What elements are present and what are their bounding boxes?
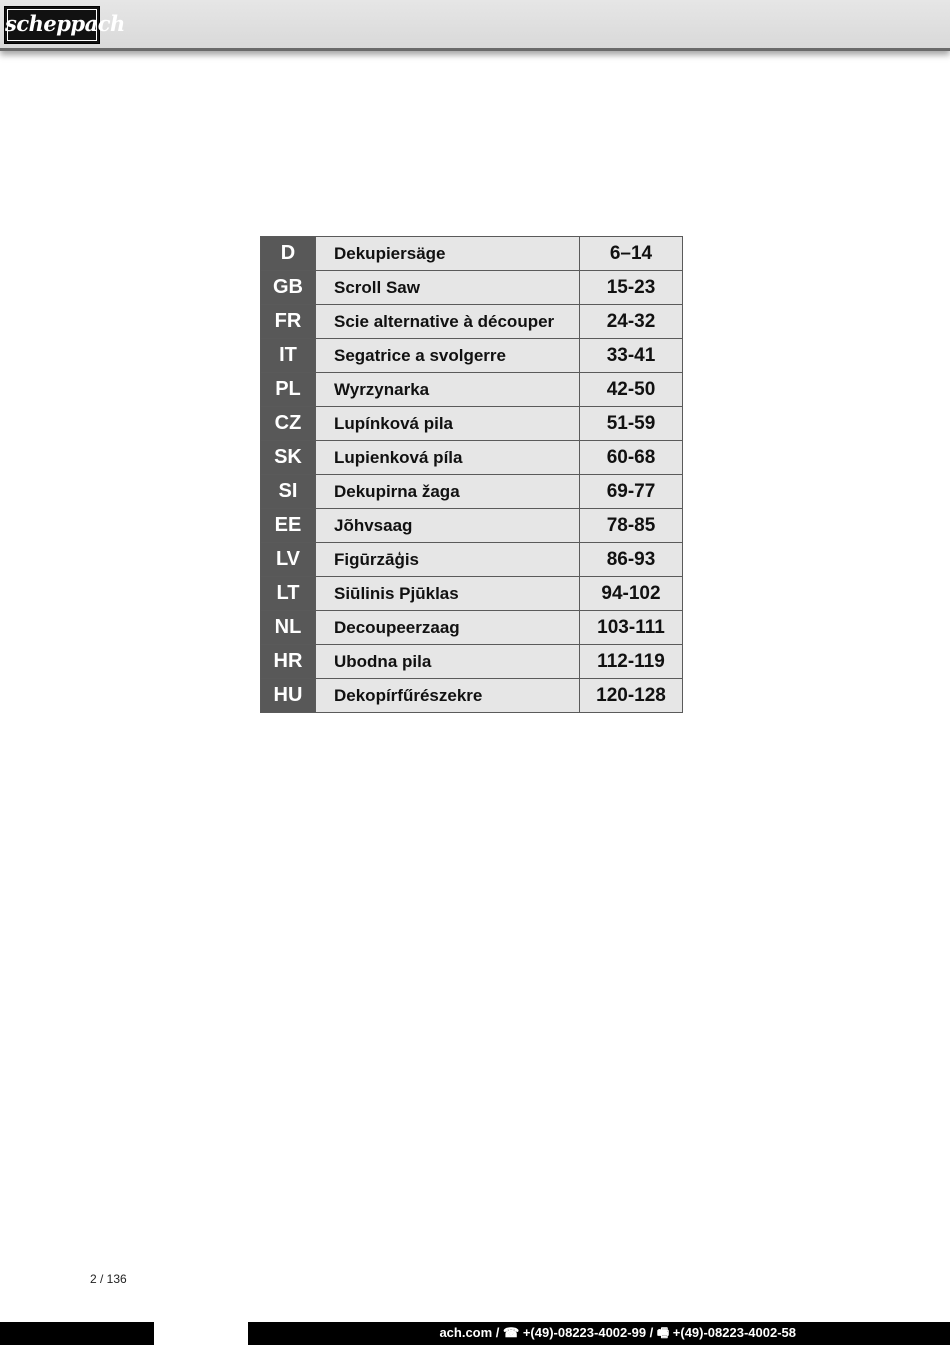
language-code: HR: [261, 645, 316, 679]
language-code: LV: [261, 543, 316, 577]
product-name: Figūrzāģis: [316, 543, 580, 577]
product-name: Lupínková pila: [316, 407, 580, 441]
table-row: [261, 509, 683, 543]
table-row: [261, 645, 683, 679]
language-code: FR: [261, 305, 316, 339]
footer-bar-left: [0, 1322, 154, 1345]
table-row: [261, 679, 683, 713]
product-name: Ubodna pila: [316, 645, 580, 679]
language-code: GB: [261, 271, 316, 305]
footer-bar-right: [248, 1322, 950, 1345]
page-range: 103-111: [580, 611, 683, 645]
product-name: Siūlinis Pjūklas: [316, 577, 580, 611]
page-range: 60-68: [580, 441, 683, 475]
table-row: [261, 305, 683, 339]
language-code: NL: [261, 611, 316, 645]
table-row: [261, 577, 683, 611]
product-name: Dekopírfűrészekre: [316, 679, 580, 713]
language-code: SK: [261, 441, 316, 475]
scheppach-logo: scheppach: [4, 6, 100, 44]
page-range: 94-102: [580, 577, 683, 611]
page-footer: [0, 1322, 950, 1345]
page-range: 42-50: [580, 373, 683, 407]
product-name: Decoupeerzaag: [316, 611, 580, 645]
language-code: EE: [261, 509, 316, 543]
footer-contact-text: ach.com / ☎ +(49)-08223-4002-99 / 🖷 +(49)-08223-4002-58: [439, 1325, 796, 1340]
page-range: 51-59: [580, 407, 683, 441]
product-name: Scroll Saw: [316, 271, 580, 305]
table-row: [261, 441, 683, 475]
product-name: Dekupirna žaga: [316, 475, 580, 509]
table-row: [261, 611, 683, 645]
product-name: Wyrzynarka: [316, 373, 580, 407]
product-name: Lupienková píla: [316, 441, 580, 475]
page-range: 86-93: [580, 543, 683, 577]
page-number: 2 / 136: [90, 1272, 127, 1286]
page-range: 69-77: [580, 475, 683, 509]
table-row: [261, 475, 683, 509]
page-range: 120-128: [580, 679, 683, 713]
page-range: 33-41: [580, 339, 683, 373]
language-code: LT: [261, 577, 316, 611]
product-name: Segatrice a svolgerre: [316, 339, 580, 373]
product-name: Jõhvsaag: [316, 509, 580, 543]
table-row: [261, 237, 683, 271]
language-code: PL: [261, 373, 316, 407]
language-index-table: [260, 236, 683, 713]
product-name: Dekupiersäge: [316, 237, 580, 271]
language-code: D: [261, 237, 316, 271]
table-row: [261, 373, 683, 407]
page-range: 15-23: [580, 271, 683, 305]
table-row: [261, 271, 683, 305]
table-row: [261, 543, 683, 577]
table-row: [261, 339, 683, 373]
page-range: 6–14: [580, 237, 683, 271]
product-name: Scie alternative à découper: [316, 305, 580, 339]
page-range: 24-32: [580, 305, 683, 339]
language-code: HU: [261, 679, 316, 713]
language-code: SI: [261, 475, 316, 509]
page-range: 112-119: [580, 645, 683, 679]
language-code: CZ: [261, 407, 316, 441]
page-range: 78-85: [580, 509, 683, 543]
page-header: [0, 0, 950, 51]
language-code: IT: [261, 339, 316, 373]
table-row: [261, 407, 683, 441]
